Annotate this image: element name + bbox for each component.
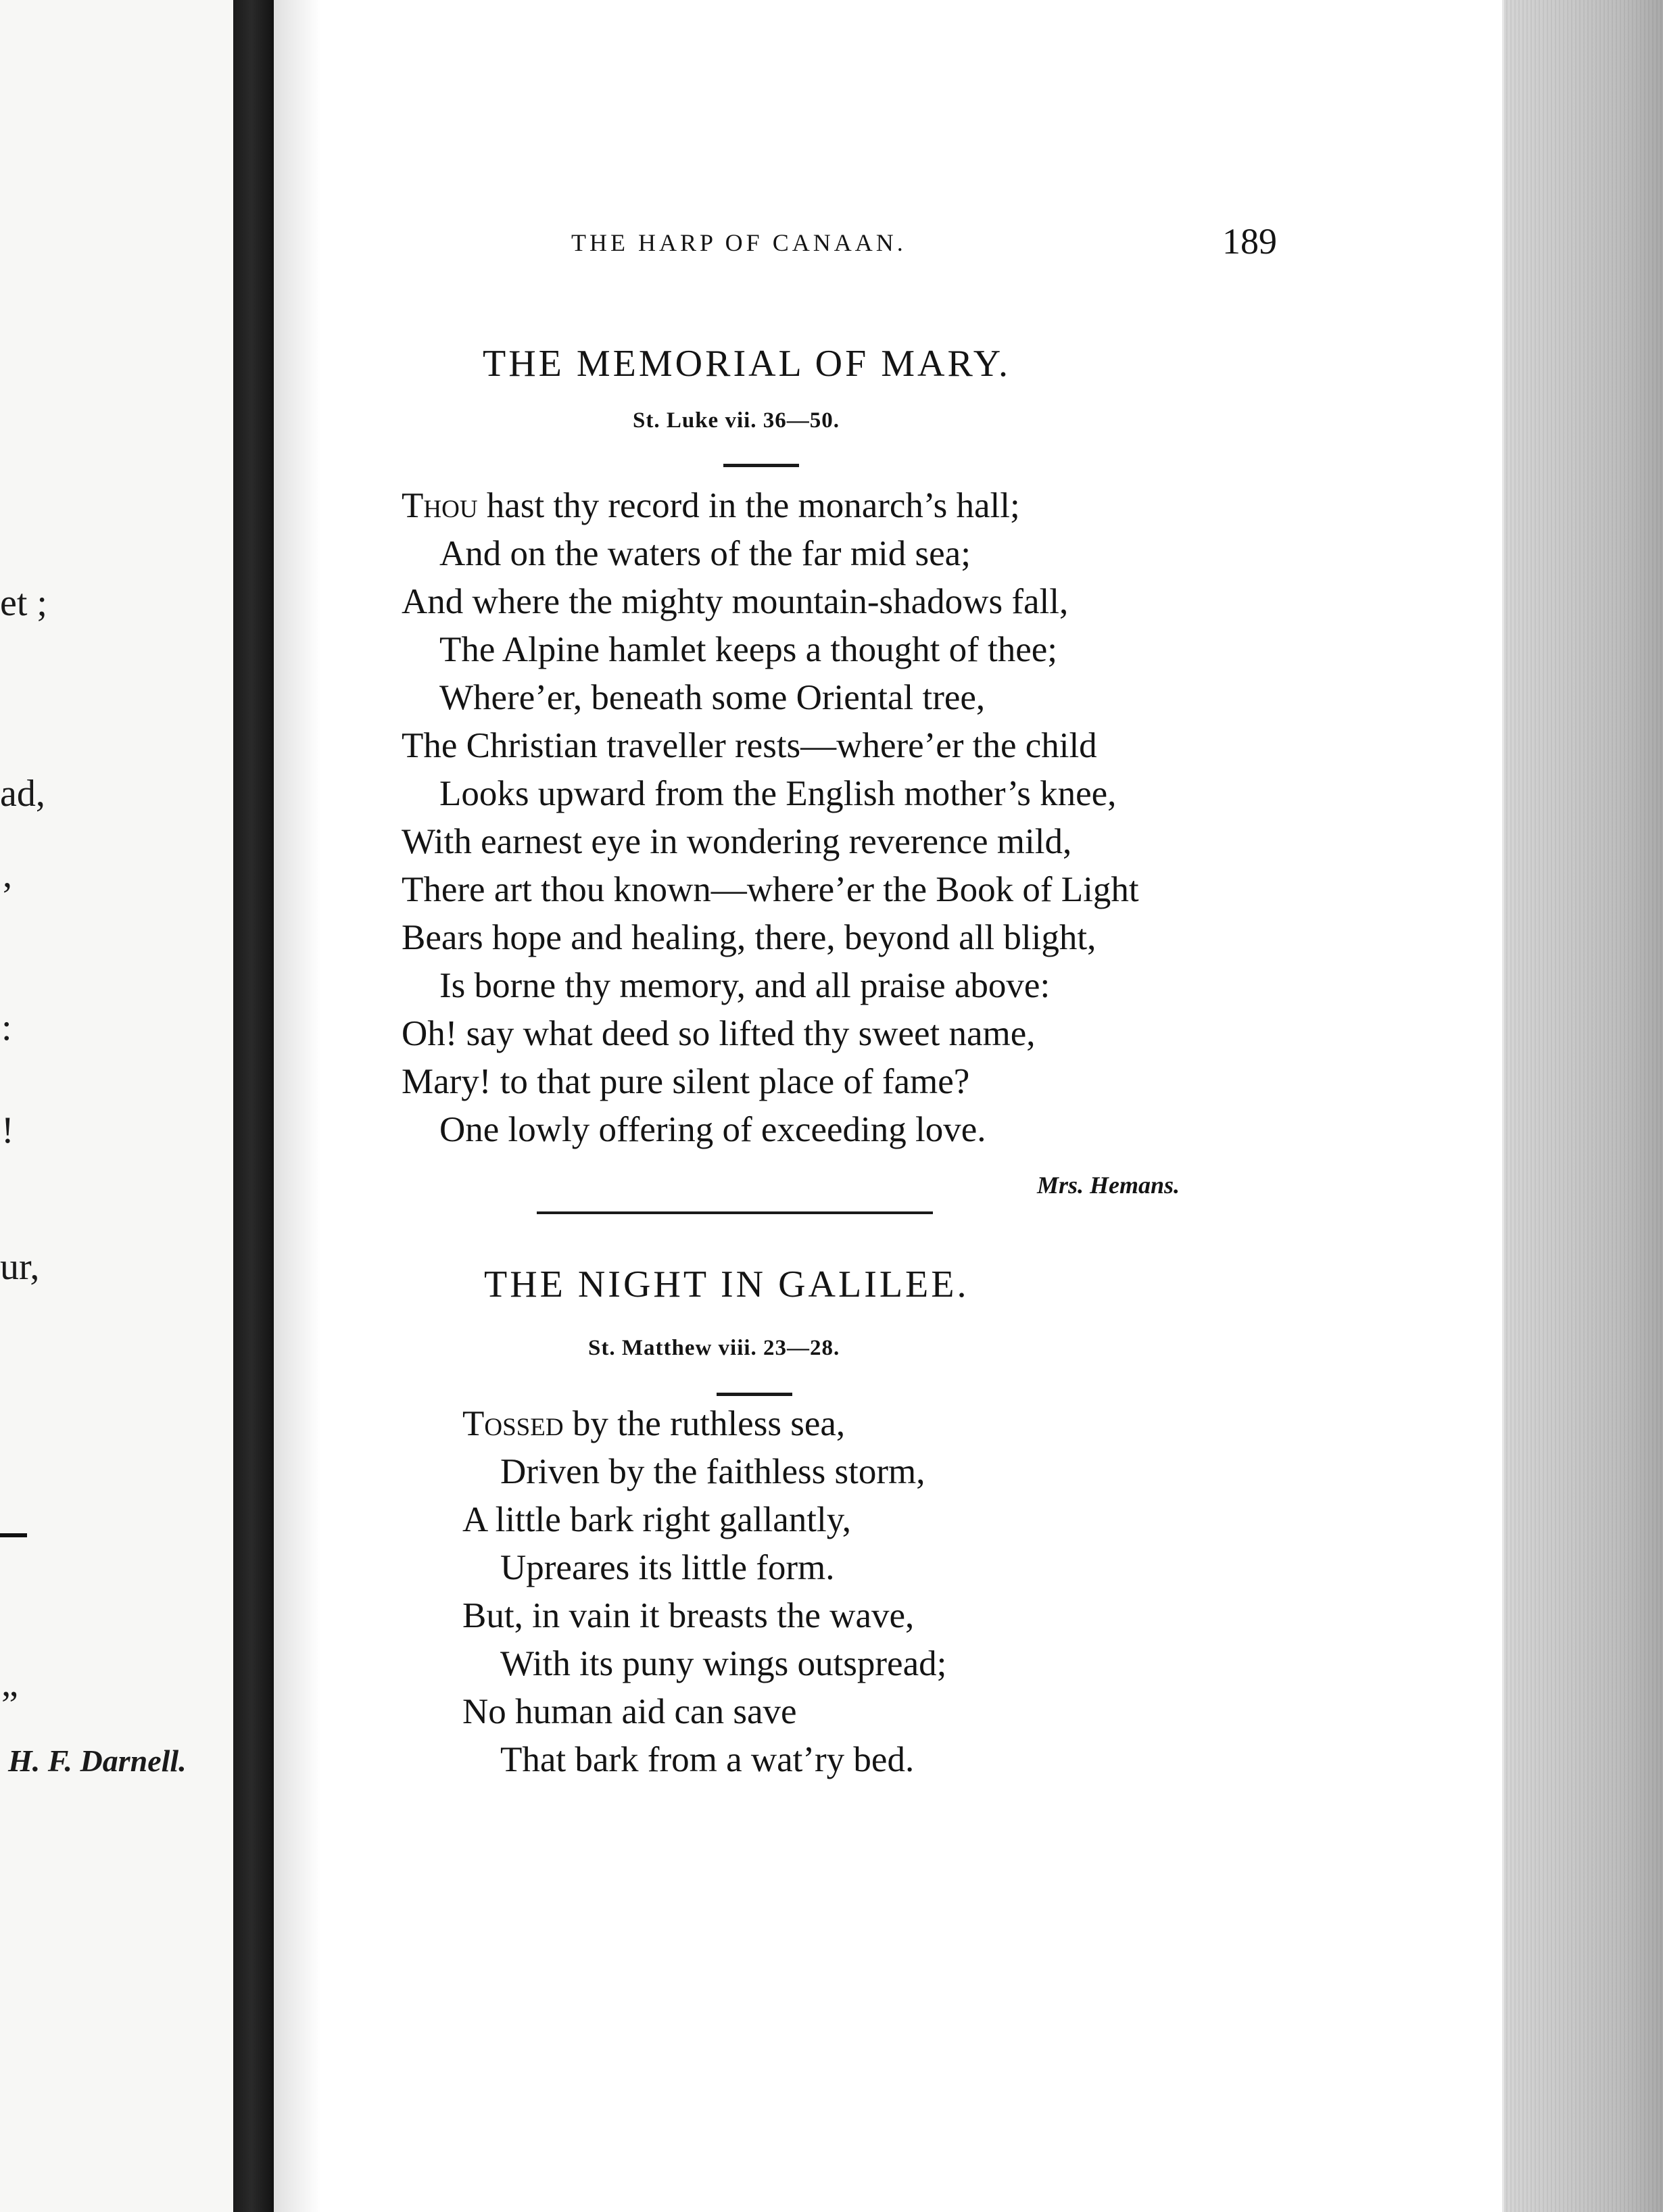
- verse-line: And on the waters of the far mid sea;: [439, 534, 971, 573]
- verse-line-text: by the ruthless sea,: [563, 1404, 846, 1443]
- verse-line: Where’er, beneath some Oriental tree,: [439, 678, 986, 717]
- verse-line: And where the mighty mountain-shadows fall,: [402, 582, 1069, 621]
- verse-line: That bark from a wat’ry bed.: [500, 1740, 915, 1779]
- poem-title: THE NIGHT IN GALILEE.: [484, 1264, 969, 1305]
- verse-line: Is borne thy memory, and all praise above:: [439, 966, 1051, 1005]
- verse-opening-word: Tossed: [462, 1404, 564, 1443]
- running-head: THE HARP OF CANAAN.: [571, 229, 907, 256]
- section-rule: [717, 1393, 792, 1396]
- left-page-fragment: :: [1, 1007, 12, 1049]
- left-page-fragment: ”: [1, 1684, 18, 1726]
- verse-line: [462, 1406, 845, 1442]
- page-fore-edge: [1502, 0, 1663, 2212]
- poem-title: THE MEMORIAL OF MARY.: [483, 343, 1011, 385]
- verse-line: The Alpine hamlet keeps a thought of thee;: [439, 630, 1057, 669]
- page-number: 189: [1222, 221, 1277, 262]
- gutter-shadow: [274, 0, 321, 2212]
- left-page-rule: [0, 1533, 27, 1537]
- verse-line: [402, 488, 1020, 524]
- left-page-fragment: !: [1, 1109, 14, 1151]
- verse-line: Looks upward from the English mother’s knee,: [439, 774, 1117, 813]
- verse-line: No human aid can save: [462, 1692, 797, 1731]
- page-edge-highlight: [1502, 0, 1504, 2212]
- left-facing-page: [0, 0, 233, 2212]
- verse-line-text: hast thy record in the monarch’s hall;: [477, 486, 1020, 525]
- verse-line: There art thou known—where’er the Book of Light: [402, 870, 1139, 909]
- poem-divider: [537, 1211, 933, 1214]
- verse-line: The Christian traveller rests—where’er the child: [402, 726, 1097, 765]
- left-page-fragment: ur,: [0, 1246, 40, 1288]
- left-page-signature: H. F. Darnell.: [8, 1744, 187, 1778]
- verse-line: Bears hope and healing, there, beyond all blight,: [402, 918, 1096, 957]
- book-gutter: [233, 0, 274, 2212]
- verse-line: Upreares its little form.: [500, 1548, 835, 1587]
- verse-line: With its puny wings outspread;: [500, 1644, 947, 1683]
- verse-line: Mary! to that pure silent place of fame?: [402, 1062, 970, 1101]
- left-page-fragment: ,: [3, 854, 12, 896]
- poem-attribution: Mrs. Hemans.: [1037, 1172, 1180, 1199]
- section-rule: [723, 464, 799, 467]
- verse-line: Driven by the faithless storm,: [500, 1452, 925, 1491]
- verse-line: But, in vain it breasts the wave,: [462, 1596, 915, 1635]
- scripture-reference: St. Luke vii. 36—50.: [633, 408, 840, 433]
- verse-opening-word: Thou: [402, 486, 478, 525]
- verse-line: Oh! say what deed so lifted thy sweet name,: [402, 1014, 1036, 1053]
- verse-line: With earnest eye in wondering reverence mild,: [402, 822, 1072, 861]
- verse-line: One lowly offering of exceeding love.: [439, 1110, 986, 1149]
- left-page-fragment: et ;: [0, 582, 47, 624]
- scripture-reference: St. Matthew viii. 23—28.: [588, 1336, 840, 1360]
- verse-line: A little bark right gallantly,: [462, 1500, 852, 1539]
- left-page-fragment: ad,: [0, 773, 45, 815]
